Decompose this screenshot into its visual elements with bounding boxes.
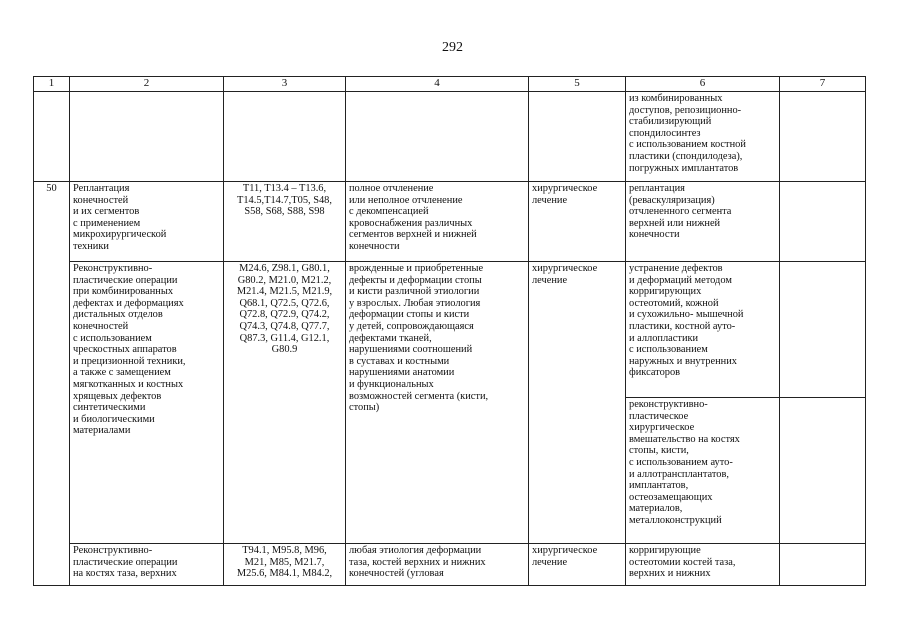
cell-method: реплантация (реваскуляризация) отчлененного сегмента верхней или нижней конечности [626,182,780,262]
table-row-continuation [34,92,866,182]
cell-empty [780,544,866,586]
cell-codes: T11, T13.4 – T13.6, T14.5,T14.7,T05, S48, S58, S68, S88, S98 [224,182,346,262]
cell-treatment: хирургическое лечение [529,544,626,586]
cell-codes: T94.1, M95.8, M96, M21, M85, M21.7, M25.6, M84.1, M84.2, [224,544,346,586]
cell-procedure: Реплантация конечностей и их сегментов с применением микрохирургической техники [70,182,224,262]
cell-diagnosis: полное отчленение или неполное отчленение с декомпенсацией кровоснабжения различных сегментов верхней и нижней конечности [346,182,529,262]
cell-empty [780,92,866,182]
cell-empty [346,92,529,182]
col-header-2: 2 [70,77,224,92]
table-row-reconstruction [34,262,866,398]
cell-procedure: Реконструктивно- пластические операции при комбинированных дефектах и деформациях дистальных отделов конечностей с использованием чрескостных аппаратов и прецизионной техники, а также с замещением мягкотканных и костных хрящевых дефектов синтетическими и биологическими материалами [70,262,224,544]
cell-empty [780,262,866,398]
cell-diagnosis: любая этиология деформации таза, костей верхних и нижних конечностей (угловая [346,544,529,586]
col-header-3: 3 [224,77,346,92]
col-header-5: 5 [529,77,626,92]
column-number-row [34,77,866,92]
cell-method: из комбинированных доступов, репозиционно- стабилизирующий спондилосинтез с использованием костной пластики (спондилодеза), погружных имплантатов [626,92,780,182]
cell-diagnosis: врожденные и приобретенные дефекты и деформации стопы и кисти различной этиологии у взрослых. Любая этиология деформации стопы и кисти у детей, сопровождающаяся дефектами тканей, нарушениями соотношений в суставах и костными нарушениями анатомии и функциональных возможностей сегмента (кисти, стопы) [346,262,529,544]
col-header-1: 1 [34,77,70,92]
col-header-7: 7 [780,77,866,92]
cell-empty [529,92,626,182]
row-number: 50 [34,182,70,586]
cell-treatment: хирургическое лечение [529,182,626,262]
col-header-6: 6 [626,77,780,92]
page-number: 292 [442,40,463,55]
cell-empty [34,92,70,182]
cell-empty [780,398,866,544]
table-row-50 [34,182,866,262]
cell-method: реконструктивно- пластическое хирургическое вмешательство на костях стопы, кисти, с использованием ауто- и аллотрансплантатов, имплантатов, остеозамещающих материалов, металлоконструкций [626,398,780,544]
cell-empty [70,92,224,182]
cell-method: устранение дефектов и деформаций методом корригирующих остеотомий, кожной и сухожильно- мышечной пластики, костной ауто- и аллопластики с использованием наружных и внутренних фиксаторов [626,262,780,398]
cell-empty [780,182,866,262]
col-header-4: 4 [346,77,529,92]
document-table [33,76,866,586]
cell-empty [224,92,346,182]
cell-procedure: Реконструктивно- пластические операции на костях таза, верхних [70,544,224,586]
cell-method: корригирующие остеотомии костей таза, верхних и нижних [626,544,780,586]
table-row-pelvis [34,544,866,586]
cell-treatment: хирургическое лечение [529,262,626,544]
cell-codes: M24.6, Z98.1, G80.1, G80.2, M21.0, M21.2, M21.4, M21.5, M21.9, Q68.1, Q72.5, Q72.6, Q72.8, Q72.9, Q74.2, Q74.3, Q74.8, Q77.7, Q87.3, G11.4, G12.1, G80.9 [224,262,346,544]
